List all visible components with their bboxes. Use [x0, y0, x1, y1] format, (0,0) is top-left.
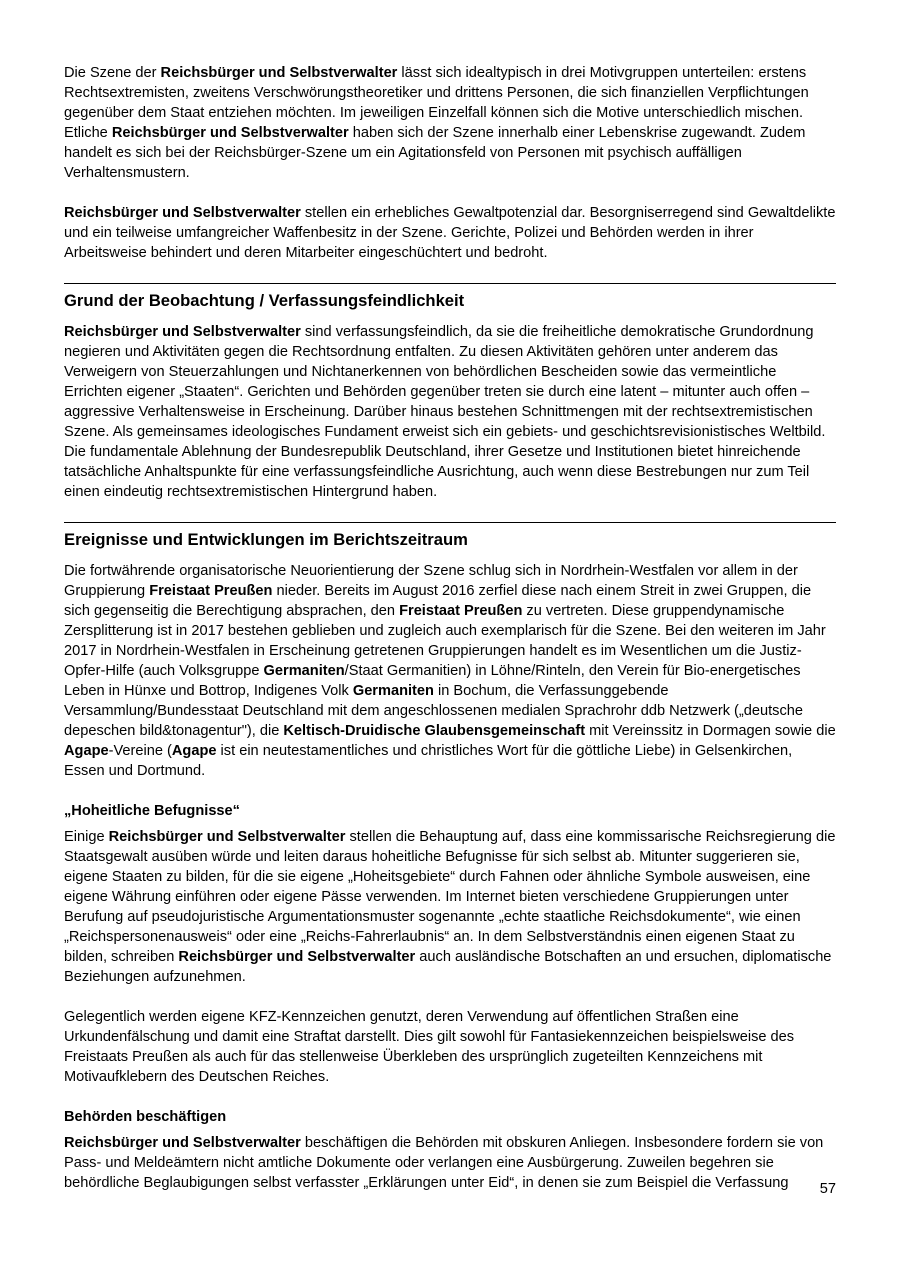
paragraph-hoheitliche-befugnisse-2: Gelegentlich werden eigene KFZ-Kennzeichen genutzt, deren Verwendung auf öffentlichen Straßen eine Urkundenfälschung und damit eine Straftat darstellt. Dies gilt sowohl für Fantasiekennzeichen beispielsweise des Freistaats Preußen als auch für das stellenweise Überkleben des ursprünglich zugeteilten Kennzeichens mit Motivaufklebern des Deutschen Reiches. — [64, 1009, 795, 1085]
bold-term: Germaniten — [352, 683, 434, 699]
subheading-behoerden-beschaeftigen: Behörden beschäftigen — [64, 1109, 227, 1125]
page-number: 57 — [819, 1181, 836, 1197]
bold-term: Agape — [64, 743, 109, 759]
section-heading: Ereignisse und Entwicklungen im Berichtszeitraum — [64, 530, 468, 549]
subheading-hoheitliche-befugnisse: „Hoheitliche Befugnisse“ — [64, 803, 240, 819]
section-heading: Grund der Beobachtung / Verfassungsfeindlichkeit — [64, 291, 465, 310]
bold-term: Reichsbürger und Selbstverwalter — [178, 949, 416, 965]
bold-term: Reichsbürger und Selbstverwalter — [160, 65, 398, 81]
bold-term: Reichsbürger und Selbstverwalter — [64, 205, 301, 221]
bold-term: Freistaat Preußen — [149, 583, 273, 599]
bold-term: Reichsbürger und Selbstverwalter — [108, 829, 346, 845]
section-paragraph: Reichsbürger und Selbstverwalter sind verfassungsfeindlich, da sie die freiheitliche demokratische Grundordnung negieren und Aktivitäten gegen die Rechtsordnung entfalten. Zu diesen Aktivitäten gehören unter anderem das Verweigern von Steuerzahlungen und Nichtanerkennen von behördlichen Bescheiden sowie das vermeintliche Errichten eigener „Staaten“. Gerichten und Behörden gegenüber treten sie durch eine latent – mitunter auch offen – aggressive Verhaltensweise in Erscheinung. Darüber hinaus bestehen Schnittmengen mit der rechtsextremistischen Szene. Als gemeinsames ideologisches Fundament erweist sich ein gebiets- und geschichtsrevisionistisches Weltbild. Die fundamentale Ablehnung der Bundesrepublik Deutschland, ihrer Gesetze und Institutionen bietet hinreichende tatsächliche Anhaltspunkte für eine verfassungsfeindliche Ausrichtung, auch wenn diese Bestrebungen nur zum Teil einen eindeutig rechtsextremistischen Hintergrund haben. — [64, 324, 826, 500]
bold-term: Reichsbürger und Selbstverwalter — [64, 1135, 301, 1151]
bold-term: Reichsbürger und Selbstverwalter — [111, 125, 349, 141]
bold-term: Agape — [171, 743, 217, 759]
intro-paragraph-2: Reichsbürger und Selbstverwalter stellen ein erhebliches Gewaltpotenzial dar. Besorgniserregend sind Gewaltdelikte und ein teilweise umfangreicher Waffenbesitz in der Szene. Gerichte, Polizei und Behörden werden in ihrer Arbeitsweise behindert und deren Mitarbeiter eingeschüchtert und bedroht. — [64, 205, 836, 261]
section-ereignisse — [64, 522, 836, 781]
paragraph-hoheitliche-befugnisse-1: Einige Reichsbürger und Selbstverwalter stellen die Behauptung auf, dass eine kommissarische Reichsregierung die Staatsgewalt ausüben würde und leiten daraus hoheitliche Befugnisse für sich selbst ab. Mitunter suggerieren sie, eigene Staaten zu bilden, für die sie eigene „Hoheitsgebiete“ durch Fahnen oder ähnliche Symbole ausweisen, eine eigene Währung einführen oder eigene Pässe verwenden. Im Internet bieten verschiedene Gruppierungen unter Berufung auf pseudojuristische Argumentationsmuster sogenannte „echte staatliche Reichsdokumente“, wie einen „Reichspersonenausweis“ oder eine „Reichs-Fahrerlaubnis“ an. In dem Selbstverständnis einen eigenen Staat zu bilden, schreiben Reichsbürger und Selbstverwalter auch ausländische Botschaften an und ersuchen, diplomatische Beziehungen aufzunehmen. — [64, 829, 836, 985]
paragraph-behoerden-beschaeftigen: Reichsbürger und Selbstverwalter beschäftigen die Behörden mit obskuren Anliegen. Insbesondere fordern sie von Pass- und Meldeämtern nicht amtliche Dokumente oder verlangen eine Ausbürgerung. Zuweilen begehren sie behördliche Beglaubigungen selbst verfasster „Erklärungen unter Eid“, in denen sie zum Beispiel die Verfassung — [64, 1135, 824, 1191]
bold-term: Reichsbürger und Selbstverwalter — [64, 324, 301, 340]
section-verfassungsfeindlichkeit — [64, 283, 836, 502]
bold-term: Freistaat Preußen — [399, 603, 523, 619]
intro-paragraph-1: Die Szene der Reichsbürger und Selbstverwalter lässt sich idealtypisch in drei Motivgruppen unterteilen: erstens Rechtsextremisten, zweitens Verschwörungstheoretiker und drittens Personen, die sich finanziellen Verpflichtungen gegenüber dem Staat entziehen möchten. Im jeweiligen Einzelfall können sich die Motive unterschiedlich mischen. Etliche Reichsbürger und Selbstverwalter haben sich der Szene innerhalb einer Lebenskrise zugewandt. Zudem handelt es sich bei der Reichsbürger-Szene um ein Agitationsfeld von Personen mit psychisch auffälligen Verhaltensmustern. — [64, 65, 809, 181]
section-paragraph: Die fortwährende organisatorische Neuorientierung der Szene schlug sich in Nordrhein-Westfalen vor allem in der Gruppierung Freistaat Preußen nieder. Bereits im August 2016 zerfiel diese nach einem Streit in zwei Gruppen, die sich gegenseitig die Berechtigung absprachen, den Freistaat Preußen zu vertreten. Diese gruppendynamische Zersplitterung ist in 2017 bestehen geblieben und zugleich auch exemplarisch für die Szene. Bei den weiteren im Jahr 2017 in Nordrhein-Westfalen in Erscheinung getretenen Gruppierungen handelt es im Wesentlichen um die Justiz-Opfer-Hilfe (auch Volksgruppe Germaniten/Staat Germanitien) in Löhne/Rinteln, den Verein für Bio-energetisches Leben in Hünxe und Bottrop, Indigenes Volk Germaniten in Bochum, die Verfassunggebende Versammlung/Bundesstaat Deutschland mit dem angeschlossenen medialen Sprachrohr ddb Netzwerk („deutsche depeschen bild&tonagentur"), die Keltisch-Druidische Glaubensgemeinschaft mit Vereinssitz in Dormagen sowie die Agape-Vereine (Agape ist ein neutestamentliches und christliches Wort für die göttliche Liebe) in Gelsenkirchen, Essen und Dortmund. — [64, 563, 836, 779]
document-page — [64, 63, 836, 1193]
bold-term: Germaniten — [263, 663, 345, 679]
bold-term: Keltisch-Druidische Glaubensgemeinschaft — [283, 723, 586, 739]
